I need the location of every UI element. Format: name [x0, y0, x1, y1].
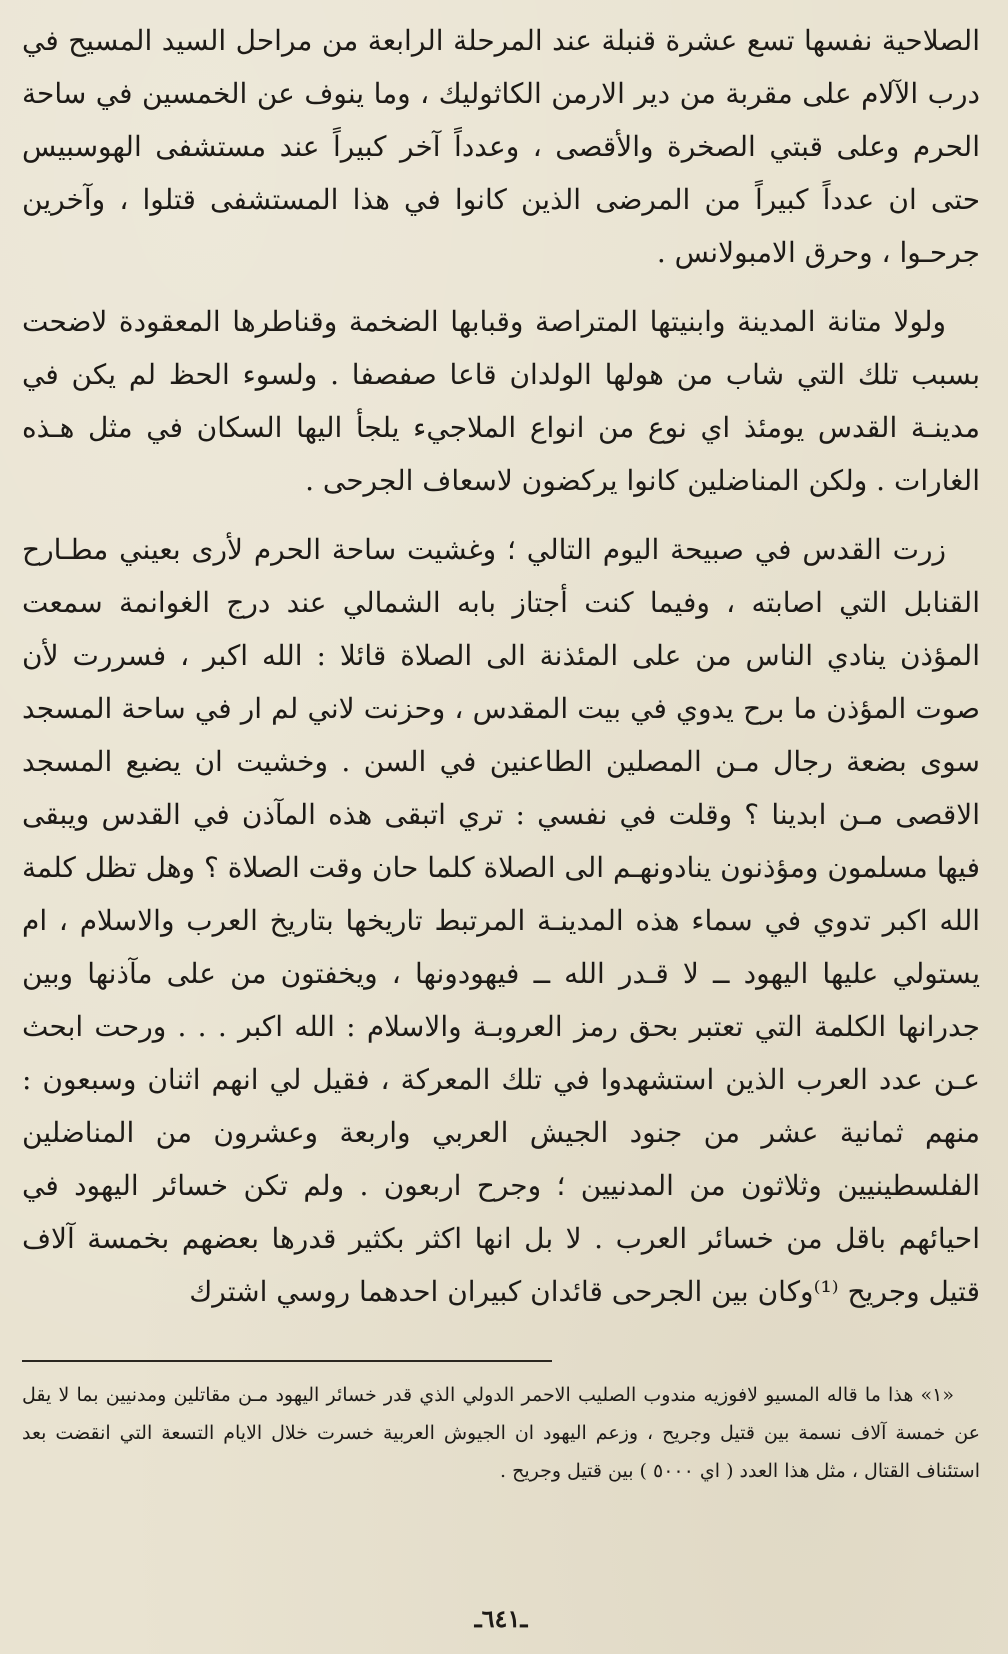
- paragraph-2: ولولا متانة المدينة وابنيتها المتراصة وقبابها الضخمة وقناطرها المعقودة لاضحت بسبب تلك التي شاب من هولها الولدان قاعا صفصفا . ولسوء الحظ لم يكن في مدينـة القدس يومئذ اي نوع من انواع الملاجيء يلجأ اليها السكان في مثل هـذه الغارات . ولكن المناضلين كانوا يركضون لاسعاف الجرحى .: [22, 305, 981, 497]
- footnote-divider: [22, 1360, 552, 1362]
- page-number: ـ٦٤١ـ: [474, 1604, 528, 1633]
- paragraph-1: الصلاحية نفسها تسع عشرة قنبلة عند المرحلة الرابعة من مراحل السيد المسيح في درب الآلام على مقربة من دير الارمن الكاثوليك ، وما ينوف عن الخمسين في ساحة الحرم وعلى قبتي الصخرة والأقصى ، وعدداً آخر كبيراً عند مستشفى الهوسبيس حتى ان عدداً كبيراً من المرضى الذين كانوا في هذا المستشفى قتلوا ، وآخرين جرحـوا ، وحرق الامبولانس .: [22, 24, 980, 269]
- main-text: [22, 14, 980, 1318]
- paragraph-3: زرت القدس في صبيحة اليوم التالي ؛ وغشيت ساحة الحرم لأرى بعيني مطـارح القنابل التي اصابته ، وفيما كنت أجتاز بابه الشمالي عند درج الغوانمة سمعت المؤذن ينادي الناس من على المئذنة الى الصلاة قائلا : الله اكبر ، فسررت لأن صوت المؤذن ما برح يدوي في بيت المقدس ، وحزنت لاني لم ار في ساحة المسجد سوى بضعة رجال مـن المصلين الطاعنين في السن . وخشيت ان يضيع المسجد الاقصى مـن ابدينا ؟ وقلت في نفسي : تري اتبقى هذه المآذن في القدس ويبقى فيها مسلمون ومؤذنون ينادونهـم الى الصلاة كلما حان وقت الصلاة ؟ وهل تظل كلمة الله اكبر تدوي في سماء هذه المدينـة المرتبط تاريخها بتاريخ العرب والاسلام ، ام يستولي عليها اليهود ــ لا قـدر الله ــ فيهودونها ، ويخفتون من على مآذنها وبين جدرانها الكلمة التي تعتبر بحق رمز العروبـة والاسلام : الله اكبر . . . ورحت ابحث عـن عدد العرب الذين استشهدوا في تلك المعركة ، فقيل لي انهم اثنان وسبعون : منهم ثمانية عشر من جنود الجيش العربي واربعة وعشرون من المناضلين الفلسطينيين وثلاثون من المدنيين ؛ وجرح اربعون . ولم تكن خسائر اليهود في احيائهم باقل من خسائر العرب . لا بل انها اكثر بكثير قدرها بعضهم بخمسة آلاف قتيل وجريح ⁽¹⁾وكان بين الجرحى قائدان كبيران احدهما روسي اشترك: [22, 533, 981, 1308]
- book-page: [22, 14, 980, 1654]
- footnotes: [22, 1376, 980, 1490]
- footnote-1: «١» هذا ما قاله المسيو لافوزيه مندوب الصليب الاحمر الدولي الذي قدر خسائر اليهود مـن مقاتلين ومدنيين بما لا يقل عن خمسة آلاف نسمة بين قتيل وجريح ، وزعم اليهود ان الجيوش العربية خسرت خلال الايام التسعة التي انقضت بعد استئناف القتال ، مثل هذا العدد ( اي ٥٠٠٠ ) بين قتيل وجريح .: [22, 1384, 980, 1482]
